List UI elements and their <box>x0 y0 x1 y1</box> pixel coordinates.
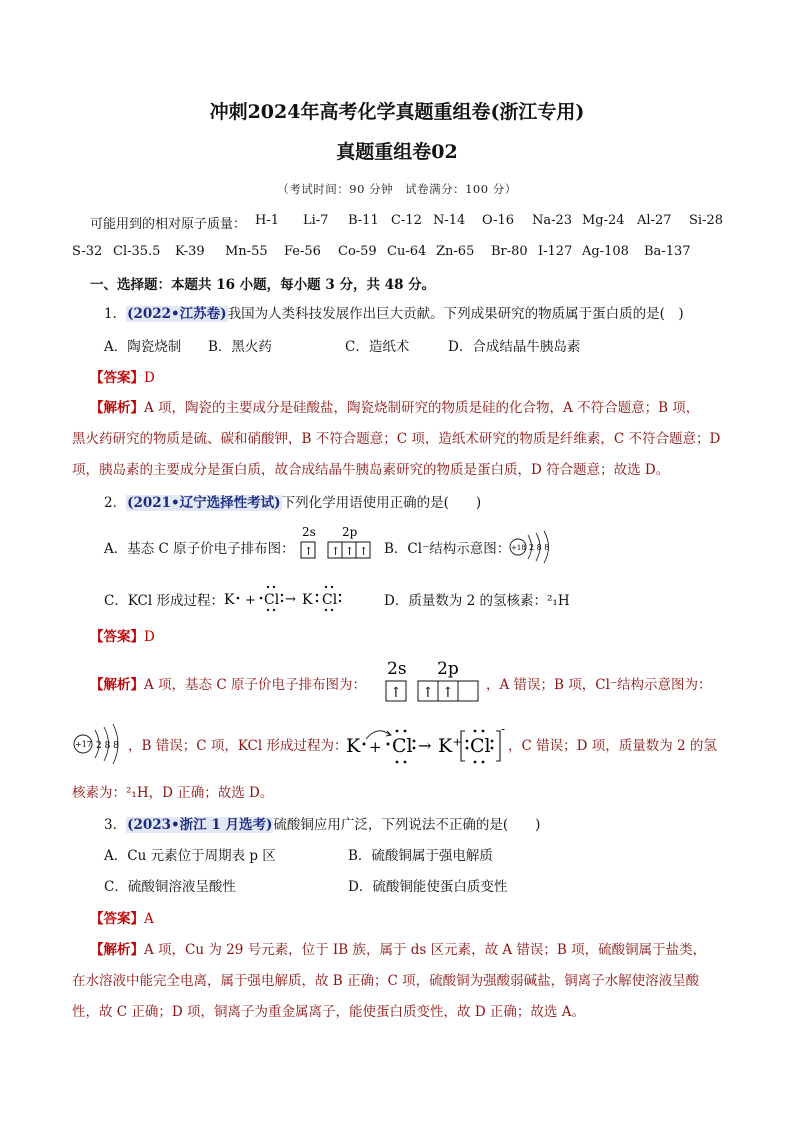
chloride-symbol: Cl <box>470 735 491 757</box>
electron-dot <box>267 586 269 588</box>
atomic-mass-item: O-16 <box>482 213 515 228</box>
question-source: (2022•江苏卷) <box>127 306 227 322</box>
orbital-box <box>458 681 478 701</box>
nucleus-charge: +18 <box>511 544 526 552</box>
up-arrow-icon: ↑ <box>390 685 402 701</box>
atomic-mass-item: B-11 <box>348 213 379 228</box>
atomic-mass-item: Li-7 <box>303 213 329 228</box>
orbital-label-2s: 2s <box>302 525 316 539</box>
atomic-mass-item: Cl-35.5 <box>113 244 161 259</box>
chlorine-symbol: Cl <box>264 592 280 608</box>
analysis-label: 【解析】 <box>90 400 144 416</box>
atomic-mass-item: Co-59 <box>338 244 377 259</box>
option-c: C．硫酸铜溶液呈酸性 <box>104 879 236 895</box>
reaction-arrow: → <box>418 736 432 755</box>
option-b: B．黑火药 <box>208 339 272 355</box>
shell-electron-counts: 2 8 8 <box>96 741 119 751</box>
page-title: 冲刺2024年高考化学真题重组卷(浙江专用) <box>209 101 585 123</box>
answer-label: 【答案】 <box>90 629 144 645</box>
option-c: C．KCl 形成过程： <box>104 593 224 609</box>
electron-dot <box>281 600 283 602</box>
electron-dot <box>281 594 283 596</box>
up-arrow-icon: ↑ <box>345 545 355 558</box>
electron-dot <box>491 740 494 743</box>
orbital-diagram-option-a <box>296 524 380 564</box>
right-bracket <box>496 731 500 761</box>
orbital-label-2s: 2s <box>387 659 407 679</box>
potassium-ion: K⁺ <box>438 735 463 757</box>
reaction-arrow: → <box>285 592 296 607</box>
q2-analysis-line-2a: ，B 错误；C 项，KCl 形成过程为： <box>128 738 348 754</box>
question-source: (2023•浙江 1 月选考) <box>127 817 273 833</box>
orbital-label-2p: 2p <box>437 659 459 679</box>
electron-dot <box>325 586 327 588</box>
question-number: 3． <box>104 817 127 833</box>
option-b: B．Cl⁻结构示意图： <box>384 541 511 557</box>
q2-analysis-line-2b: ，C 错误；D 项，质量数为 2 的氢 <box>508 738 717 754</box>
electron-dot <box>474 761 477 764</box>
atomic-mass-item: Fe-56 <box>284 244 321 259</box>
q2-analysis-line-1a <box>90 676 366 694</box>
potassium-symbol: K <box>224 592 235 608</box>
electron-dot <box>273 586 275 588</box>
atomic-mass-item: Al-27 <box>637 213 672 228</box>
answer-label: 【答案】 <box>90 370 144 386</box>
electron-dot <box>404 730 407 733</box>
atomic-mass-item: K-39 <box>175 244 205 259</box>
question-source: (2021•辽宁选择性考试) <box>127 495 281 511</box>
option-d: D．硫酸铜能使蛋白质变性 <box>348 879 508 895</box>
electron-dot <box>466 747 469 750</box>
q3-analysis-line-2: 在水溶液中能完全电离，属于强电解质，故 B 正确；C 项，硫酸铜为强酸弱碱盐，铜离子水解使溶液呈酸 <box>72 973 700 989</box>
atomic-mass-item: Mn-55 <box>225 244 268 259</box>
analysis-text: A 项，Cu 为 29 号元素，位于 IB 族，属于 ds 区元素，故 A 错误；B 项，硫酸铜属于盐类， <box>144 942 707 958</box>
electron-dot <box>396 761 399 764</box>
option-d: D．合成结晶牛胰岛素 <box>448 339 581 355</box>
question-1 <box>104 305 684 323</box>
q1-analysis-line-2: 黑火药研究的物质是硫、碳和硝酸钾，B 不符合题意；C 项，造纸术研究的物质是纤维素，C 不符合题意；D <box>72 431 721 447</box>
electron-dot <box>339 594 341 596</box>
option-a: A．基态 C 原子价电子排布图： <box>104 541 295 557</box>
atomic-mass-item: S-32 <box>72 244 103 259</box>
q2-analysis-line-1b: ，A 错误；B 项，Cl⁻结构示意图为： <box>486 677 712 693</box>
answer-label: 【答案】 <box>90 911 144 927</box>
option-d: D．质量数为 2 的氢核素：²₁H <box>384 593 570 609</box>
atomic-mass-item: Si-28 <box>689 213 723 228</box>
atomic-mass-label: 可能用到的相对原子质量： <box>90 217 247 232</box>
electron-dot <box>363 743 366 746</box>
q3-answer <box>90 910 154 928</box>
electron-dot <box>237 597 240 600</box>
electron-dot <box>466 740 469 743</box>
exam-meta: （考试时间：90 分钟 试卷满分：100 分） <box>277 182 517 196</box>
cl-ion-structure-analysis <box>72 722 132 766</box>
question-stem: 我国为人类科技发展作出巨大贡献。下列成果研究的物质属于蛋白质的是( ) <box>227 306 684 322</box>
plus-sign: + <box>245 593 256 608</box>
analysis-text: A 项，基态 C 原子价电子排布图为： <box>144 677 366 693</box>
question-3 <box>104 816 540 834</box>
question-number: 1． <box>104 306 127 322</box>
atomic-mass-item: C-12 <box>391 213 422 228</box>
orbital-label-2p: 2p <box>342 525 358 539</box>
electron-dot <box>325 609 327 611</box>
electron-dot <box>331 586 333 588</box>
analysis-label: 【解析】 <box>90 942 144 958</box>
atomic-mass-item: Ag-108 <box>582 244 629 259</box>
up-arrow-icon: ↑ <box>331 545 341 558</box>
electron-dot <box>413 747 416 750</box>
plus-sign: + <box>369 738 382 756</box>
electron-dot <box>316 600 318 602</box>
atomic-mass-item: Na-23 <box>532 213 573 228</box>
q3-analysis-line-1 <box>90 941 706 959</box>
electron-dot <box>404 761 407 764</box>
section-heading: 一、选择题：本题共 16 小题，每小题 3 分，共 48 分。 <box>90 277 436 293</box>
electron-dot <box>413 740 416 743</box>
q2-answer <box>90 628 155 646</box>
chlorine-symbol: Cl <box>392 735 413 757</box>
option-a: A．Cu 元素位于周期表 p 区 <box>104 848 276 864</box>
atomic-mass-item: I-127 <box>538 244 573 259</box>
electron-dot <box>339 600 341 602</box>
electron-dot <box>260 597 263 600</box>
atomic-mass-item: Ba-137 <box>644 244 691 259</box>
answer-value: A <box>144 911 154 927</box>
nucleus-charge: +17 <box>75 740 92 749</box>
electron-dot <box>267 609 269 611</box>
chlorine-symbol: Cl <box>322 592 338 608</box>
atomic-mass-item: Zn-65 <box>436 244 475 259</box>
q1-analysis-line-1 <box>90 399 699 417</box>
up-arrow-icon: ↑ <box>422 685 434 701</box>
electron-dot <box>273 609 275 611</box>
q3-analysis-line-3: 性，故 C 正确；D 项，铜离子为重金属离子，能使蛋白质变性，故 D 正确；故选 A。 <box>72 1004 585 1020</box>
up-arrow-icon: ↑ <box>359 545 369 558</box>
up-arrow-icon: ↑ <box>442 685 454 701</box>
electron-dot <box>387 743 390 746</box>
electron-dot <box>331 609 333 611</box>
analysis-label: 【解析】 <box>90 677 144 693</box>
analysis-text: A 项，陶瓷的主要成分是硅酸盐，陶瓷烧制研究的物质是硅的化合物，A 不符合题意；B 项， <box>144 400 700 416</box>
kcl-formation-option-c <box>222 581 352 615</box>
shell-electron-counts: 2 8 8 <box>529 543 550 552</box>
q1-answer <box>90 369 155 387</box>
question-stem: 硫酸铜应用广泛，下列说法不正确的是( ) <box>273 817 541 833</box>
answer-value: D <box>144 629 155 645</box>
answer-value: D <box>144 370 155 386</box>
atomic-mass-item: H-1 <box>255 213 280 228</box>
question-number: 2． <box>104 495 127 511</box>
electron-dot <box>474 730 477 733</box>
option-c: C．造纸术 <box>345 339 410 355</box>
q1-analysis-line-3: 项，胰岛素的主要成分是蛋白质，故合成结晶牛胰岛素研究的物质是蛋白质，D 符合题意；故选 D。 <box>72 462 670 478</box>
question-stem: 下列化学用语使用正确的是( ) <box>281 495 482 511</box>
atomic-mass-item: Cu-64 <box>387 244 427 259</box>
orbital-diagram-analysis <box>380 657 486 705</box>
cl-ion-structure-diagram <box>508 530 558 564</box>
negative-charge: - <box>501 723 506 736</box>
up-arrow-icon: ↑ <box>304 545 314 558</box>
electron-dot <box>491 747 494 750</box>
kcl-formation-analysis <box>344 723 514 767</box>
electron-dot <box>396 730 399 733</box>
question-2 <box>104 494 481 512</box>
potassium-symbol: K <box>302 592 313 608</box>
q2-analysis-line-3: 核素为：²₁H，D 正确；故选 D。 <box>72 785 274 801</box>
electron-dot <box>316 594 318 596</box>
electron-dot <box>482 761 485 764</box>
option-a: A．陶瓷烧制 <box>104 339 182 355</box>
page-subtitle: 真题重组卷02 <box>336 141 458 163</box>
option-b: B．硫酸铜属于强电解质 <box>348 848 493 864</box>
atomic-mass-item: N-14 <box>433 213 466 228</box>
electron-dot <box>482 730 485 733</box>
atomic-mass-item: Mg-24 <box>582 213 625 228</box>
potassium-symbol: K <box>346 735 361 757</box>
atomic-mass-item: Br-80 <box>491 244 528 259</box>
